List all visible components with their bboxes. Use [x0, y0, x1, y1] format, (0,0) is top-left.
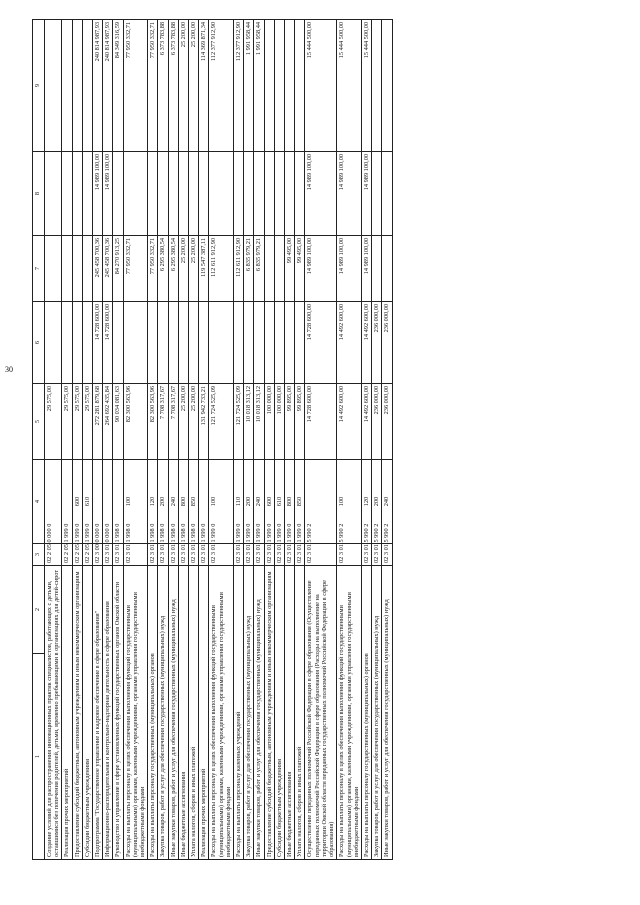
- table-row: [274, 20, 284, 860]
- classification-code: 02 3 01 0 000 0: [103, 544, 113, 566]
- amount-col-8: [62, 152, 72, 236]
- row-name: Расходы на выплаты персоналу казенных учреждений: [234, 566, 244, 860]
- amount-col-8: [372, 152, 382, 236]
- amount-col-5: 99 895,00: [295, 384, 305, 460]
- amount-col-6: [62, 302, 72, 384]
- amount-col-6: [285, 302, 295, 384]
- expense-type: 610: [274, 460, 284, 544]
- classification-code: 02 3 01 1 999 0: [285, 544, 295, 566]
- amount-col-6: 236 000,00: [372, 302, 382, 384]
- amount-col-6: [168, 302, 178, 384]
- amount-col-9: [372, 20, 382, 152]
- amount-col-6: [178, 302, 188, 384]
- amount-col-8: [72, 152, 82, 236]
- expense-type: 850: [295, 460, 305, 544]
- amount-col-8: 14 989 100,00: [337, 152, 362, 236]
- table-row: [103, 20, 113, 860]
- amount-col-7: 14 989 100,00: [361, 236, 371, 302]
- page-number: 30: [5, 365, 13, 374]
- amount-col-8: [285, 152, 295, 236]
- expense-type: 200: [244, 460, 254, 544]
- amount-col-7: 14 989 100,00: [337, 236, 362, 302]
- classification-code: 02 3 01 5 990 2: [337, 544, 362, 566]
- amount-col-8: [123, 152, 148, 236]
- expense-type: 120: [148, 460, 158, 544]
- table-row: [93, 20, 103, 860]
- amount-col-8: [199, 152, 209, 236]
- amount-col-9: [285, 20, 295, 152]
- amount-col-7: 245 458 700,36: [103, 236, 113, 302]
- classification-code: 02 2 05 1 999 0: [72, 544, 82, 566]
- amount-col-6: [82, 302, 92, 384]
- amount-col-8: [254, 152, 264, 236]
- amount-col-6: [295, 302, 305, 384]
- amount-col-5: 10 018 313,12: [254, 384, 264, 460]
- amount-col-9: 240 814 987,93: [103, 20, 113, 152]
- classification-code: 02 3 01 1 998 0: [178, 544, 188, 566]
- amount-col-6: 14 492 600,00: [337, 302, 362, 384]
- col-5-header: 5: [33, 384, 45, 460]
- amount-col-8: [274, 152, 284, 236]
- amount-col-8: [295, 152, 305, 236]
- amount-col-5: 99 895,00: [285, 384, 295, 460]
- classification-code: 02 2 05 0 000 0: [45, 544, 62, 566]
- table-row: [82, 20, 92, 860]
- table-row: [264, 20, 274, 860]
- row-name: Уплата налогов, сборов и иных платежей: [295, 566, 305, 860]
- amount-col-5: 14 492 600,00: [361, 384, 371, 460]
- amount-col-8: [148, 152, 158, 236]
- amount-col-9: [295, 20, 305, 152]
- amount-col-9: [72, 20, 82, 152]
- expense-type: 100: [209, 460, 234, 544]
- classification-code: 02 3 01 1 999 0: [274, 544, 284, 566]
- row-name: Иные бюджетные ассигнования: [285, 566, 295, 860]
- classification-code: 02 3 01 1 999 0: [254, 544, 264, 566]
- classification-code: 02 3 01 5 990 2: [382, 544, 392, 566]
- amount-col-5: 7 708 317,67: [168, 384, 178, 460]
- classification-code: 02 3 01 1 999 0: [209, 544, 234, 566]
- amount-col-9: 15 444 500,00: [337, 20, 362, 152]
- amount-col-9: 77 950 332,71: [123, 20, 148, 152]
- col-9-header: 9: [33, 20, 45, 152]
- classification-code: 02 3 01 1 999 0: [234, 544, 244, 566]
- amount-col-7: 6 295 380,54: [168, 236, 178, 302]
- amount-col-5: 25 200,00: [178, 384, 188, 460]
- expense-type: 240: [168, 460, 178, 544]
- amount-col-7: 119 547 387,11: [199, 236, 209, 302]
- col-1-header: 1: [33, 654, 45, 860]
- table-row: [361, 20, 371, 860]
- expense-type: 100: [123, 460, 148, 544]
- classification-code: 02 2 05 1 999 0: [82, 544, 92, 566]
- table-row: [158, 20, 168, 860]
- amount-col-8: [244, 152, 254, 236]
- classification-code: 02 3 01 1 998 0: [168, 544, 178, 566]
- amount-col-6: [234, 302, 244, 384]
- table-row: [189, 20, 199, 860]
- amount-col-7: [82, 236, 92, 302]
- table-row: [244, 20, 254, 860]
- amount-col-7: 84 270 913,25: [113, 236, 123, 302]
- column-number-row: [33, 20, 45, 860]
- row-name: Закупка товаров, работ и услуг для обеспечения государственных (муниципальных) нужд: [158, 566, 168, 860]
- table-row: [295, 20, 305, 860]
- amount-col-8: [45, 152, 62, 236]
- col-7-header: 7: [33, 236, 45, 302]
- table-row: [254, 20, 264, 860]
- row-name: Субсидии бюджетным учреждениям: [82, 566, 92, 860]
- row-name: Расходы на выплаты персоналу государственных (муниципальных) органов: [361, 566, 371, 860]
- row-name: Иные закупки товаров, работ и услуг для обеспечения государственных (муниципальных) нужд: [168, 566, 178, 860]
- table-row: [199, 20, 209, 860]
- amount-col-8: [209, 152, 234, 236]
- amount-col-7: 25 200,00: [189, 236, 199, 302]
- amount-col-6: [148, 302, 158, 384]
- amount-col-6: 14 492 600,00: [361, 302, 371, 384]
- amount-col-8: 14 989 100,00: [93, 152, 103, 236]
- budget-table: [32, 19, 393, 860]
- expense-type: 800: [178, 460, 188, 544]
- row-name: Расходы на выплаты персоналу государственных (муниципальных) органов: [148, 566, 158, 860]
- amount-col-8: 14 989 100,00: [103, 152, 113, 236]
- col-3-header: 3: [33, 544, 45, 566]
- amount-col-5: 90 034 081,63: [113, 384, 123, 460]
- col-8-header: 8: [33, 152, 45, 236]
- amount-col-8: 14 989 100,00: [305, 152, 337, 236]
- expense-type: 100: [337, 460, 362, 544]
- amount-col-9: [382, 20, 392, 152]
- row-name: Закупка товаров, работ и услуг для обеспечения государственных (муниципальных) нужд: [244, 566, 254, 860]
- amount-col-7: 6 835 979,21: [244, 236, 254, 302]
- expense-type: 240: [254, 460, 264, 544]
- amount-col-5: 29 575,00: [62, 384, 72, 460]
- classification-code: 02 3 01 1 998 0: [113, 544, 123, 566]
- amount-col-7: 99 495,00: [295, 236, 305, 302]
- amount-col-7: 245 458 700,36: [93, 236, 103, 302]
- amount-col-7: 112 611 912,90: [234, 236, 244, 302]
- row-name: Закупка товаров, работ и услуг для обеспечения государственных (муниципальных) нужд: [372, 566, 382, 860]
- amount-col-9: 240 814 987,93: [93, 20, 103, 152]
- amount-col-7: [72, 236, 82, 302]
- classification-code: 02 3 01 1 999 0: [264, 544, 274, 566]
- amount-col-8: [113, 152, 123, 236]
- amount-col-5: 121 724 525,09: [209, 384, 234, 460]
- amount-col-8: 14 989 100,00: [361, 152, 371, 236]
- expense-type: 110: [234, 460, 244, 544]
- amount-col-8: [189, 152, 199, 236]
- amount-col-7: 99 495,00: [285, 236, 295, 302]
- classification-code: 02 3 01 5 990 2: [361, 544, 371, 566]
- amount-col-7: [264, 236, 274, 302]
- amount-col-6: [123, 302, 148, 384]
- amount-col-6: [209, 302, 234, 384]
- amount-col-5: 121 724 525,09: [234, 384, 244, 460]
- amount-col-7: 77 950 332,71: [123, 236, 148, 302]
- amount-col-6: [72, 302, 82, 384]
- amount-col-5: 131 942 733,21: [199, 384, 209, 460]
- table-row: [72, 20, 82, 860]
- amount-col-7: 25 200,00: [178, 236, 188, 302]
- row-name: Расходы на выплаты персоналу в целях обеспечения выполнения функций государственными (муниципальными) органами, казенными учреждениями, органами управления государственными внебюджетными фондами: [123, 566, 148, 860]
- amount-col-9: 84 349 316,59: [113, 20, 123, 152]
- amount-col-8: [264, 152, 274, 236]
- table-row: [62, 20, 72, 860]
- classification-code: 02 3 01 1 999 0: [244, 544, 254, 566]
- expense-type: 610: [82, 460, 92, 544]
- amount-col-6: 14 728 600,00: [93, 302, 103, 384]
- amount-col-7: 112 611 912,90: [209, 236, 234, 302]
- amount-col-7: [372, 236, 382, 302]
- row-name: Расходы на выплаты персоналу в целях обеспечения выполнения функций государственными (муниципальными) органами, казенными учреждениями, органами управления государственными внебюджетными фондами: [337, 566, 362, 860]
- amount-col-9: 1 991 958,44: [254, 20, 264, 152]
- amount-col-9: 114 369 871,34: [199, 20, 209, 152]
- budget-rows: [45, 20, 393, 860]
- row-name: Реализация прочих мероприятий: [199, 566, 209, 860]
- classification-code: 02 3 00 0 000 0: [93, 544, 103, 566]
- table-row: [372, 20, 382, 860]
- amount-col-9: [274, 20, 284, 152]
- row-name: Иные закупки товаров, работ и услуг для обеспечения государственных (муниципальных) нужд: [382, 566, 392, 860]
- amount-col-5: 29 575,00: [72, 384, 82, 460]
- amount-col-7: 14 989 100,00: [305, 236, 337, 302]
- row-name: Иные бюджетные ассигнования: [178, 566, 188, 860]
- amount-col-7: 6 835 979,21: [254, 236, 264, 302]
- table-row: [285, 20, 295, 860]
- amount-col-9: 77 950 332,71: [148, 20, 158, 152]
- classification-code: 02 3 01 5 990 2: [305, 544, 337, 566]
- classification-code: 02 3 01 1 998 0: [148, 544, 158, 566]
- amount-col-8: [382, 152, 392, 236]
- amount-col-9: [264, 20, 274, 152]
- amount-col-6: [45, 302, 62, 384]
- amount-col-5: 29 575,00: [82, 384, 92, 460]
- col-4-header: 4: [33, 460, 45, 544]
- table-row: [382, 20, 392, 860]
- rotated-page: [32, 20, 624, 860]
- amount-col-6: [264, 302, 274, 384]
- row-name: Информационно-распорядительная и контрольно-надзорная деятельность в сфере образования: [103, 566, 113, 860]
- amount-col-8: [178, 152, 188, 236]
- row-name: Расходы на выплаты персоналу в целях обеспечения выполнения функций государственными (муниципальными) органами, казенными учреждениями, органами управления государственными внебюджетными фондами: [209, 566, 234, 860]
- row-name: Иные закупки товаров, работ и услуг для обеспечения государственных (муниципальных) нужд: [254, 566, 264, 860]
- amount-col-7: [274, 236, 284, 302]
- amount-col-5: 100 000,00: [264, 384, 274, 460]
- amount-col-6: [274, 302, 284, 384]
- amount-col-5: 7 708 317,67: [158, 384, 168, 460]
- amount-col-9: [62, 20, 72, 152]
- expense-type: 600: [72, 460, 82, 544]
- classification-code: 02 3 01 1 998 0: [158, 544, 168, 566]
- amount-col-6: [254, 302, 264, 384]
- table-row: [234, 20, 244, 860]
- expense-type: 240: [382, 460, 392, 544]
- amount-col-5: 100 000,00: [274, 384, 284, 460]
- classification-code: 02 3 01 1 999 0: [295, 544, 305, 566]
- table-row: [178, 20, 188, 860]
- row-name: Уплата налогов, сборов и иных платежей: [189, 566, 199, 860]
- amount-col-6: 236 000,00: [382, 302, 392, 384]
- amount-col-8: [82, 152, 92, 236]
- amount-col-5: 82 300 563,96: [148, 384, 158, 460]
- amount-col-5: 236 000,00: [382, 384, 392, 460]
- row-name: Предоставление субсидий бюджетным, автономным учреждениям и иным некоммерческим организациям: [264, 566, 274, 860]
- amount-col-9: 15 444 500,00: [361, 20, 371, 152]
- amount-col-5: 14 492 600,00: [337, 384, 362, 460]
- amount-col-9: 112 377 912,90: [209, 20, 234, 152]
- classification-code: 02 3 01 1 999 0: [199, 544, 209, 566]
- classification-code: 02 3 01 1 998 0: [189, 544, 199, 566]
- amount-col-5: 82 300 563,96: [123, 384, 148, 460]
- amount-col-5: 25 200,00: [189, 384, 199, 460]
- expense-type: 200: [158, 460, 168, 544]
- amount-col-6: [244, 302, 254, 384]
- amount-col-9: [82, 20, 92, 152]
- row-name: Субсидии бюджетным учреждениям: [274, 566, 284, 860]
- expense-type: 120: [361, 460, 371, 544]
- table-row: [45, 20, 62, 860]
- amount-col-5: 272 281 879,68: [93, 384, 103, 460]
- expense-type: 600: [264, 460, 274, 544]
- amount-col-9: [45, 20, 62, 152]
- amount-col-6: [113, 302, 123, 384]
- amount-col-8: [234, 152, 244, 236]
- table-row: [209, 20, 234, 860]
- classification-code: 02 3 01 1 998 0: [123, 544, 148, 566]
- amount-col-7: 77 950 332,71: [148, 236, 158, 302]
- col-2-header: 2: [33, 566, 45, 654]
- amount-col-5: 14 728 600,00: [305, 384, 337, 460]
- amount-col-5: 29 575,00: [45, 384, 62, 460]
- classification-code: 02 2 05 1 999 0: [62, 544, 72, 566]
- row-name: Руководство и управление в сфере установленных функций государственных органов Омской области: [113, 566, 123, 860]
- amount-col-9: 6 373 783,88: [158, 20, 168, 152]
- amount-col-6: 14 728 600,00: [305, 302, 337, 384]
- table-row: [337, 20, 362, 860]
- amount-col-9: 6 373 783,88: [168, 20, 178, 152]
- amount-col-7: 6 295 380,54: [158, 236, 168, 302]
- expense-type: 200: [372, 460, 382, 544]
- amount-col-5: 236 000,00: [372, 384, 382, 460]
- classification-code: 02 3 01 5 990 2: [372, 544, 382, 566]
- table-row: [123, 20, 148, 860]
- amount-col-6: [199, 302, 209, 384]
- amount-col-9: 15 444 500,00: [305, 20, 337, 152]
- amount-col-8: [158, 152, 168, 236]
- amount-col-6: [158, 302, 168, 384]
- row-name: Предоставление субсидий бюджетным, автономным учреждениям и иным некоммерческим организациям: [72, 566, 82, 860]
- expense-type: 800: [285, 460, 295, 544]
- row-name: Создание условий для распространения инновационных практик специалистов, работающих с детьми, оставшимися без попечения родителей, детьми, временно пребывающими в организациях для детей-сирот: [45, 566, 62, 860]
- amount-col-9: 112 377 912,90: [234, 20, 244, 152]
- row-name: Подпрограмма "Государственное управление и кадровое обеспечение в сфере образования": [93, 566, 103, 860]
- table-row: [113, 20, 123, 860]
- table-row: [305, 20, 337, 860]
- amount-col-6: 14 728 600,00: [103, 302, 113, 384]
- amount-col-9: 1 991 958,44: [244, 20, 254, 152]
- amount-col-8: [168, 152, 178, 236]
- amount-col-7: [62, 236, 72, 302]
- table-row: [148, 20, 158, 860]
- amount-col-7: [382, 236, 392, 302]
- amount-col-5: 10 018 313,12: [244, 384, 254, 460]
- row-name: Осуществление переданных полномочий Российской Федерации в сфере образования (Осуществление переданных полномочий Российской Федерации в сфере образования (Расходы на выполнение на территории Омской области переданных государственных полномочий Российской Федерации в сфере образования): [305, 566, 337, 860]
- expense-type: 850: [189, 460, 199, 544]
- amount-col-9: 25 200,00: [189, 20, 199, 152]
- amount-col-7: [45, 236, 62, 302]
- row-name: Реализация прочих мероприятий: [62, 566, 72, 860]
- amount-col-9: 25 200,00: [178, 20, 188, 152]
- amount-col-5: 264 692 435,84: [103, 384, 113, 460]
- col-6-header: 6: [33, 302, 45, 384]
- amount-col-6: [189, 302, 199, 384]
- table-row: [168, 20, 178, 860]
